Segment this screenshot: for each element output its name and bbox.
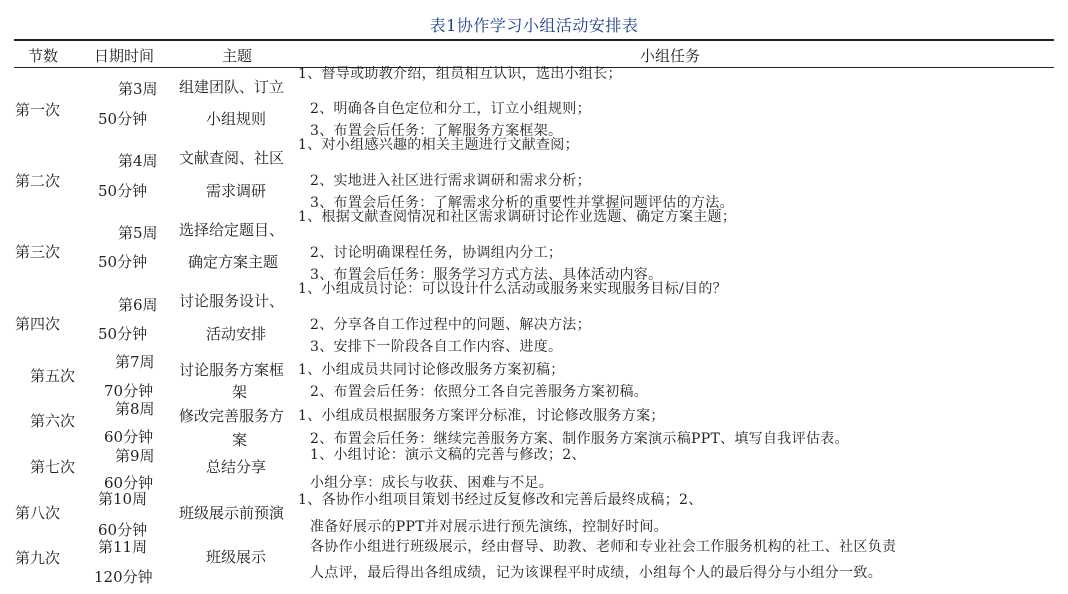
- task-line: 各协作小组进行班级展示，经由督导、助教、老师和专业社会工作服务机构的社工、社区负责: [310, 539, 897, 555]
- topic-cell: 讨论服务方案框: [179, 361, 285, 379]
- topic-cell: 活动安排: [206, 325, 267, 343]
- task-line: 2、布置会后任务：继续完善服务方案、制作服务方案演示稿PPT、填写自我评估表。: [310, 431, 849, 447]
- topic-cell: 讨论服务设计、: [179, 292, 285, 310]
- duration-cell: 70分钟: [104, 382, 154, 400]
- session-cell: 第五次: [30, 367, 76, 385]
- task-line: 1、小组讨论：演示文稿的完善与修改；2、: [310, 447, 586, 463]
- week-cell: 第8周: [115, 400, 155, 418]
- duration-cell: 50分钟: [98, 253, 148, 271]
- week-cell: 第4周: [118, 152, 158, 170]
- topic-cell: 文献查阅、社区: [179, 149, 285, 167]
- session-cell: 第二次: [15, 172, 61, 190]
- topic-cell: 架: [232, 383, 248, 401]
- task-line: 2、分享各自工作过程中的问题、解决方法；: [310, 317, 591, 333]
- session-cell: 第九次: [15, 549, 61, 567]
- topic-cell: 班级展示前预演: [179, 504, 285, 522]
- task-line: 3、布置会后任务：服务学习方式方法、具体活动内容。: [310, 267, 663, 283]
- week-cell: 第9周: [115, 447, 155, 465]
- task-line: 2、布置会后任务：依照分工各自完善服务方案初稿。: [310, 384, 649, 400]
- task-line: 3、安排下一阶段各自工作内容、进度。: [310, 339, 563, 355]
- header-session: 节数: [28, 47, 59, 65]
- week-cell: 第5周: [118, 224, 158, 242]
- task-line: 1、对小组感兴趣的相关主题进行文献查阅；: [298, 137, 579, 153]
- topic-cell: 需求调研: [206, 182, 267, 200]
- duration-cell: 60分钟: [98, 521, 148, 539]
- duration-cell: 120分钟: [94, 568, 153, 586]
- task-line: 2、实地进入社区进行需求调研和需求分析；: [310, 173, 591, 189]
- week-cell: 第6周: [118, 296, 158, 314]
- week-cell: 第7周: [115, 353, 155, 371]
- task-line: 1、根据文献查阅情况和社区需求调研讨论作业选题、确定方案主题；: [298, 209, 737, 225]
- topic-cell: 修改完善服务方: [179, 407, 285, 425]
- session-cell: 第七次: [30, 458, 76, 476]
- topic-cell: 案: [232, 431, 248, 449]
- topic-cell: 选择给定题目、: [179, 221, 285, 239]
- task-line: 1、小组成员共同讨论修改服务方案初稿；: [298, 362, 565, 378]
- task-line: 1、督导或助教介绍，组员相互认识，选出小组长；: [298, 66, 622, 82]
- topic-cell: 总结分享: [206, 458, 267, 476]
- session-cell: 第四次: [15, 315, 61, 333]
- duration-cell: 50分钟: [98, 325, 148, 343]
- task-line: 2、明确各自色定位和分工，订立小组规则；: [310, 101, 591, 117]
- task-line: 2、讨论明确课程任务，协调组内分工；: [310, 245, 563, 261]
- week-cell: 第3周: [118, 80, 158, 98]
- task-line: 3、布置会后任务：了解需求分析的重要性并掌握问题评估的方法。: [310, 195, 734, 211]
- table-title: 表1协作学习小组活动安排表: [429, 16, 639, 35]
- task-line: 1、小组成员讨论：可以设计什么活动或服务来实现服务目标/目的？: [298, 281, 727, 297]
- task-line: 1、各协作小组项目策划书经过反复修改和完善后最终成稿；2、: [298, 492, 703, 508]
- topic-cell: 确定方案主题: [188, 253, 279, 271]
- topic-cell: 班级展示: [206, 548, 267, 566]
- task-line: 准备好展示的PPT并对展示进行预先演练，控制好时间。: [310, 519, 668, 535]
- task-line: 1、小组成员根据服务方案评分标准，讨论修改服务方案；: [298, 408, 665, 424]
- session-cell: 第六次: [30, 412, 76, 430]
- task-line: 小组分享：成长与收获、困难与不足。: [310, 475, 554, 491]
- session-cell: 第一次: [15, 101, 61, 119]
- table-top-rule: [14, 39, 1054, 41]
- duration-cell: 60分钟: [104, 474, 154, 492]
- week-cell: 第10周: [98, 490, 148, 508]
- duration-cell: 60分钟: [104, 428, 154, 446]
- topic-cell: 组建团队、订立: [179, 78, 285, 96]
- week-cell: 第11周: [98, 538, 148, 556]
- task-line: 人点评，最后得出各组成绩，记为该课程平时成绩，小组每个人的最后得分与小组分一致。: [310, 565, 882, 581]
- session-cell: 第三次: [15, 243, 61, 261]
- duration-cell: 50分钟: [98, 110, 148, 128]
- topic-cell: 小组规则: [206, 110, 267, 128]
- header-tasks: 小组任务: [640, 47, 701, 65]
- header-date-time: 日期时间: [94, 47, 155, 65]
- duration-cell: 50分钟: [98, 182, 148, 200]
- header-topic: 主题: [222, 47, 253, 65]
- session-cell: 第八次: [15, 504, 61, 522]
- task-line: 3、布置会后任务：了解服务方案框架。: [310, 123, 563, 139]
